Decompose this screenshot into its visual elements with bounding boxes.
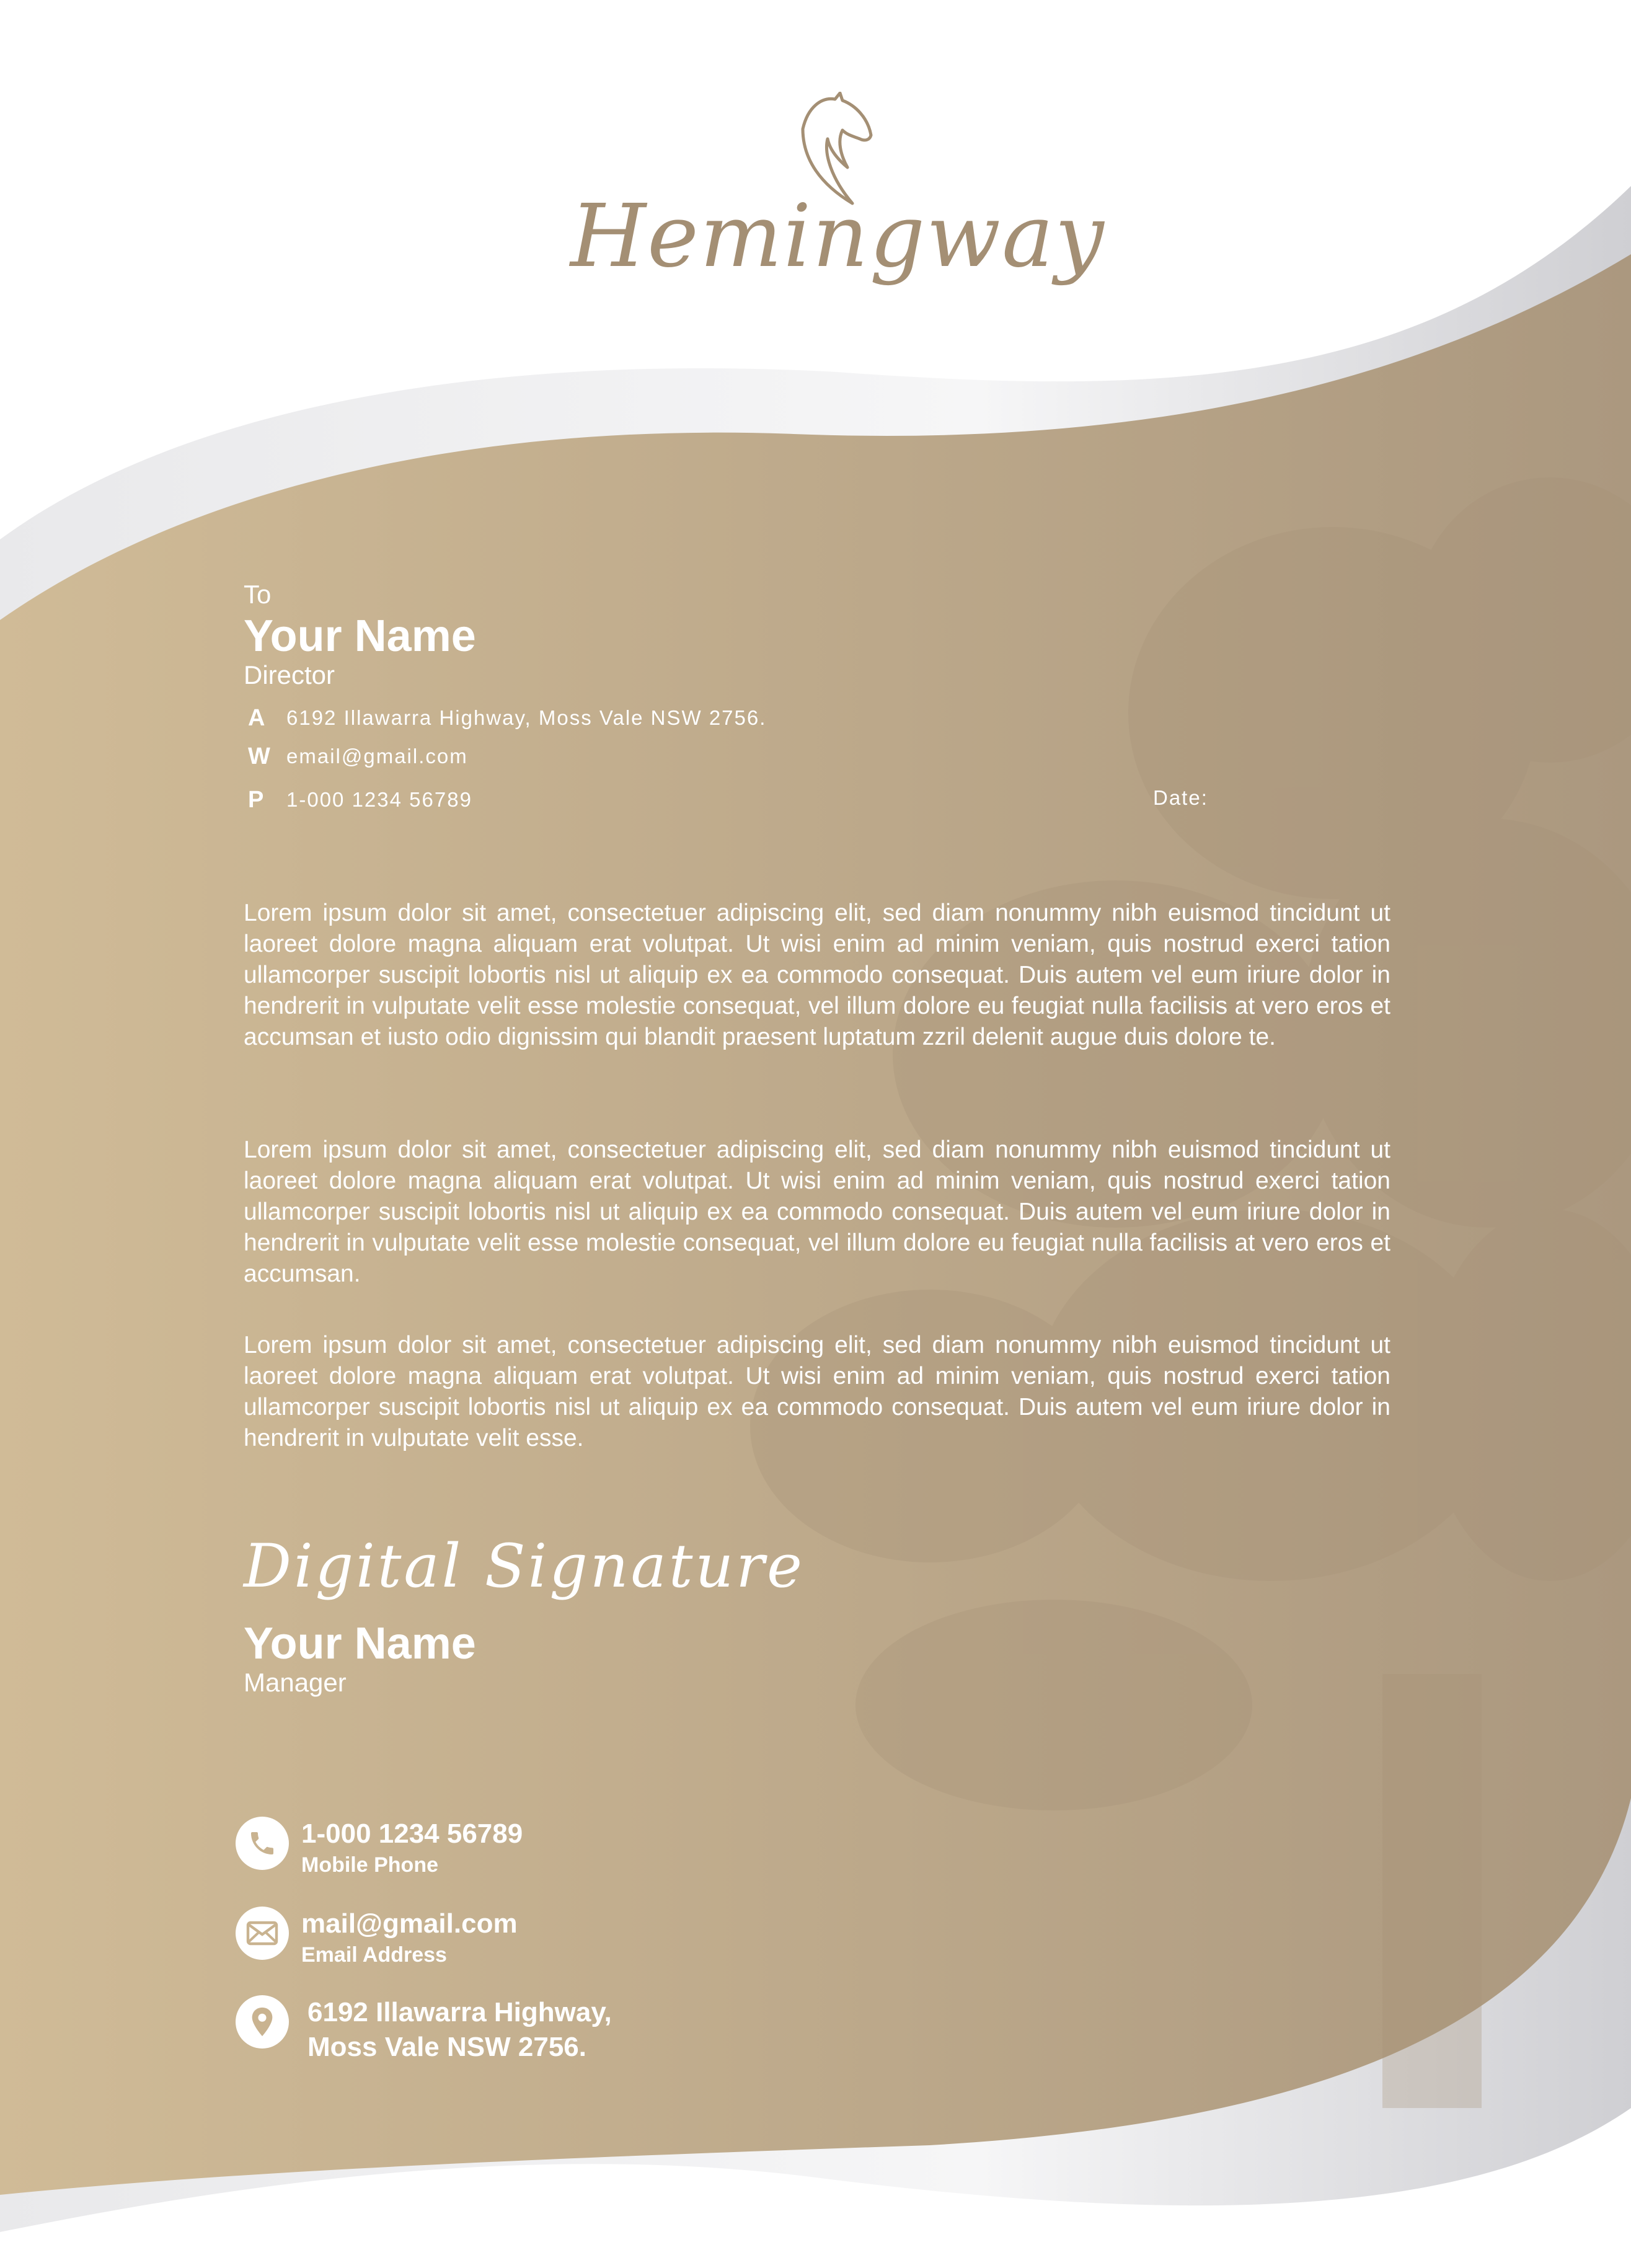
contact-email-value: mail@gmail.com (301, 1908, 518, 1939)
contact-phone-value: 1-000 1234 56789 (301, 1818, 523, 1849)
recipient-address: 6192 Illawarra Highway, Moss Vale NSW 2756. (286, 706, 767, 729)
web-letter: W (248, 743, 270, 769)
phone-icon (236, 1817, 289, 1870)
contact-email-label: Email Address (301, 1943, 447, 1967)
contact-address (236, 1995, 612, 2065)
recipient-address-row (248, 702, 766, 733)
signer-name: Your Name (244, 1619, 476, 1668)
body-paragraph: Lorem ipsum dolor sit amet, consectetuer adipiscing elit, sed diam nonummy nibh euismod tincidunt ut laoreet dolore magna aliquam erat volutpat. Ut wisi enim ad minim veniam, quis nostrud exerci tation ullamcorper suscipit lobortis nisl ut aliquip ex ea commodo consequat. Duis autem vel eum iriure dolor in hendrerit in vulputate velit esse molestie consequat, vel illum dolore eu feugiat nulla facilisis at vero eros et accumsan. (244, 1136, 1390, 1287)
phone-letter: P (248, 786, 264, 813)
contact-phone (236, 1817, 523, 1879)
address-letter: A (248, 704, 265, 731)
recipient-email: email@gmail.com (286, 745, 468, 768)
recipient-phone-row (248, 784, 472, 815)
contact-address-line2: Moss Vale NSW 2756. (307, 2032, 586, 2062)
contact-address-line1: 6192 Illawarra Highway, (307, 1997, 612, 2027)
contact-email (236, 1907, 518, 1969)
to-label: To (244, 580, 272, 609)
recipient-phone: 1-000 1234 56789 (286, 788, 472, 811)
location-pin-icon (236, 1995, 289, 2049)
signer-title: Manager (244, 1668, 347, 1697)
body-paragraph: Lorem ipsum dolor sit amet, consectetuer adipiscing elit, sed diam nonummy nibh euismod tincidunt ut laoreet dolore magna aliquam erat volutpat. Ut wisi enim ad minim veniam, quis nostrud exerci tation ullamcorper suscipit lobortis nisl ut aliquip ex ea commodo consequat. Duis autem vel eum iriure dolor in hendrerit in vulputate velit esse. (244, 1332, 1390, 1451)
recipient-title: Director (244, 660, 335, 689)
digital-signature: Digital Signature (244, 1531, 805, 1601)
recipient-name: Your Name (244, 611, 476, 661)
brand-wordmark: Hemingway (570, 186, 1105, 287)
contact-phone-label: Mobile Phone (301, 1853, 438, 1877)
date-label: Date: (1153, 786, 1208, 809)
recipient-email-row (248, 741, 468, 772)
envelope-icon (236, 1907, 289, 1960)
body-paragraph: Lorem ipsum dolor sit amet, consectetuer adipiscing elit, sed diam nonummy nibh euismod tincidunt ut laoreet dolore magna aliquam erat volutpat. Ut wisi enim ad minim veniam, quis nostrud exerci tation ullamcorper suscipit lobortis nisl ut aliquip ex ea commodo consequat. Duis autem vel eum iriure dolor in hendrerit in vulputate velit esse molestie consequat, vel illum dolore eu feugiat nulla facilisis at vero eros et accumsan et iusto odio dignissim qui blandit praesent luptatum zzril delenit augue duis dolore te. (244, 900, 1390, 1050)
